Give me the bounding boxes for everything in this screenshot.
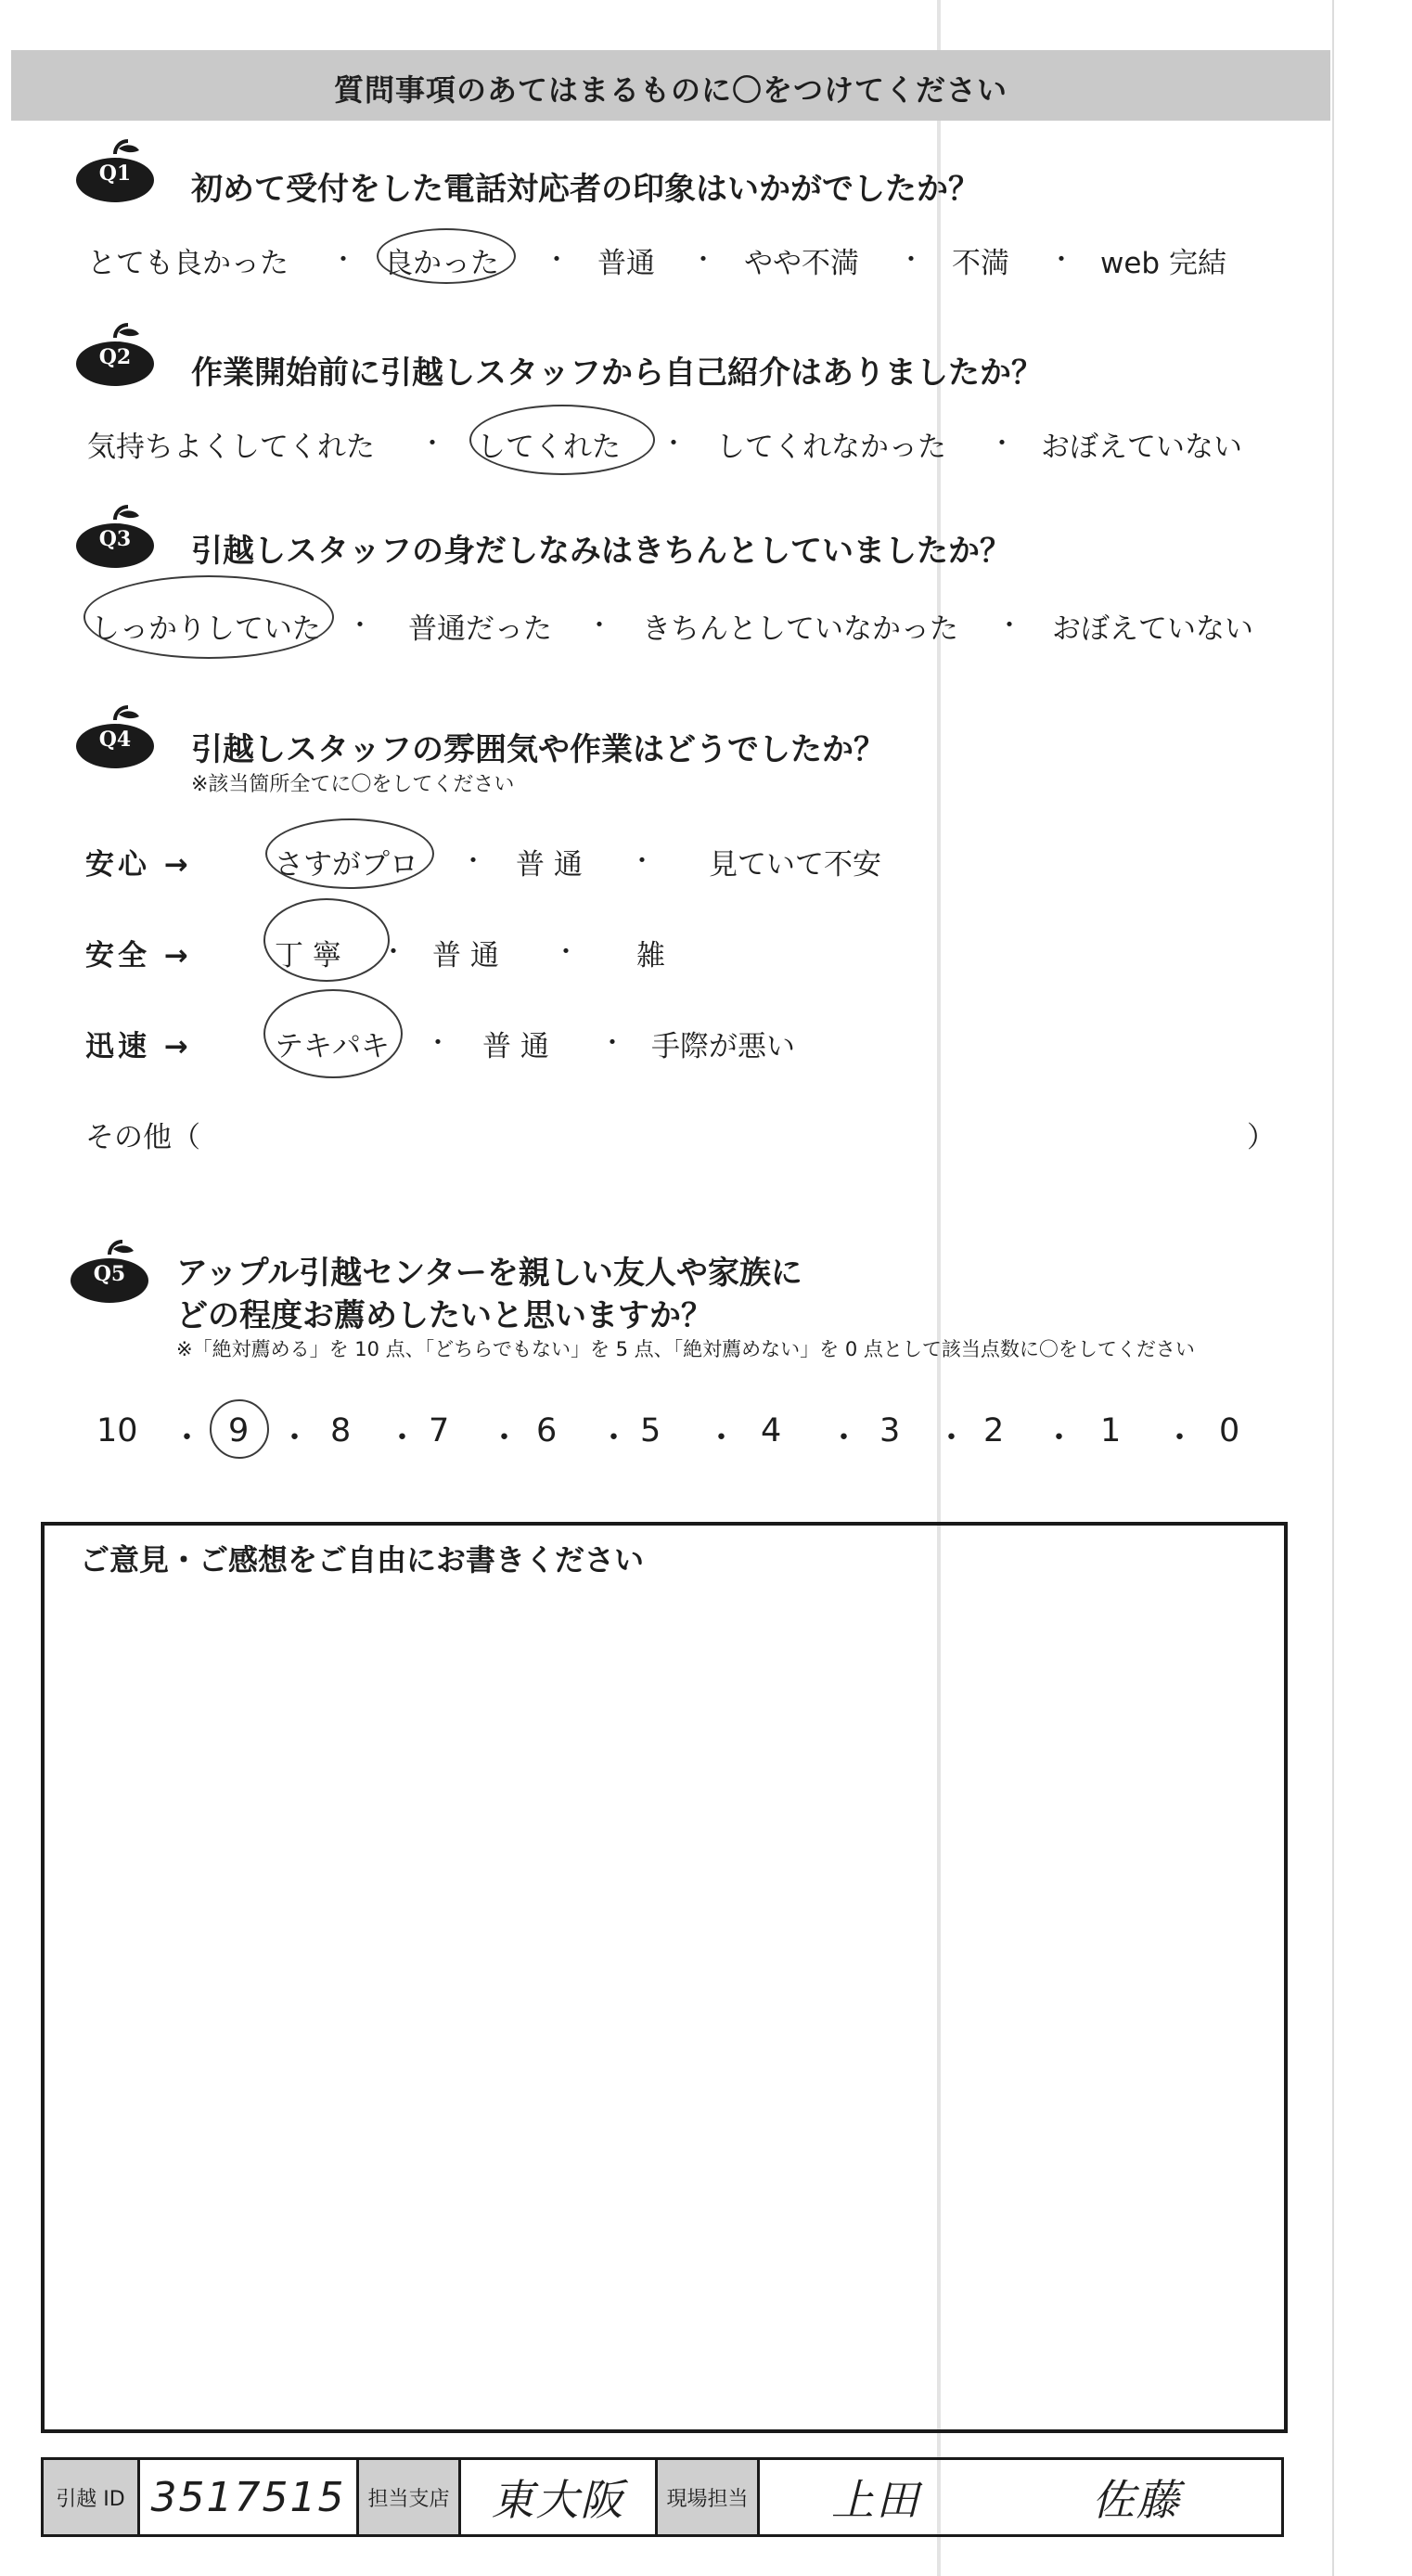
q4-separator: ・ bbox=[380, 936, 407, 967]
q1-title: 初めて受付をした電話対応者の印象はいかがでしたか？ bbox=[191, 171, 980, 208]
q2-badge-label: Q2 bbox=[98, 345, 132, 369]
q5-badge-label: Q5 bbox=[93, 1262, 126, 1286]
q3-option-1[interactable]: しっかりしていた bbox=[91, 612, 321, 646]
q4-row1-option-1[interactable]: さすがプロ bbox=[275, 848, 418, 882]
q5-score-0[interactable]: 0 bbox=[1219, 1412, 1240, 1449]
q4-row1-option-2[interactable]: 普 通 bbox=[516, 848, 583, 882]
q2-selected-circle bbox=[469, 405, 655, 475]
q2-separator: ・ bbox=[989, 428, 1016, 458]
q3-option-3[interactable]: きちんとしていなかった bbox=[642, 612, 958, 646]
q3-badge-label: Q3 bbox=[98, 527, 132, 551]
header-title: 質問事項のあてはまるものに〇をつけてください bbox=[333, 72, 1008, 108]
q5-separator: ・ bbox=[386, 1420, 419, 1457]
q3-separator: ・ bbox=[586, 610, 613, 640]
q2-title: 作業開始前に引越しスタッフから自己紹介はありましたか？ bbox=[191, 354, 1043, 392]
q4-row1-selected-circle bbox=[265, 818, 434, 889]
q4-other-label: その他（ bbox=[85, 1121, 200, 1154]
q4-separator: ・ bbox=[460, 845, 487, 876]
footer-staff-1: 上田 bbox=[831, 2475, 920, 2525]
q3-separator: ・ bbox=[347, 610, 374, 640]
q4-row1-option-3[interactable]: 見ていて不安 bbox=[709, 848, 881, 882]
q5-separator: ・ bbox=[935, 1420, 969, 1457]
q5-separator: ・ bbox=[1043, 1420, 1076, 1457]
q5-score-8[interactable]: 8 bbox=[330, 1412, 352, 1449]
q5-note: ※「絶対薦める」を 10 点、「どちらでもない」を 5 点、「絶対薦めない」を 0 点として該当点数に〇をしてください bbox=[176, 1338, 1195, 1360]
q5-selected-circle bbox=[210, 1399, 269, 1459]
q2-separator: ・ bbox=[661, 428, 687, 458]
q4-other-close: ） bbox=[1247, 1121, 1276, 1154]
q4-separator: ・ bbox=[599, 1027, 626, 1058]
footer-branch-label: 担当支店 bbox=[359, 2460, 461, 2534]
q1-option-5[interactable]: 不満 bbox=[952, 247, 1009, 280]
q5-score-9[interactable]: 9 bbox=[228, 1412, 250, 1449]
q4-row2-option-2[interactable]: 普 通 bbox=[432, 939, 499, 972]
q5-badge-icon bbox=[69, 1240, 150, 1301]
q4-separator: ・ bbox=[425, 1027, 452, 1058]
footer-staff-2: 佐藤 bbox=[1092, 2475, 1181, 2525]
q5-separator: ・ bbox=[1163, 1420, 1197, 1457]
q2-option-3[interactable]: してくれなかった bbox=[716, 431, 946, 464]
footer-id-label: 引越 ID bbox=[44, 2460, 140, 2534]
q2-separator: ・ bbox=[419, 428, 446, 458]
header-bar bbox=[11, 50, 1330, 121]
footer-id-value: 3517515 bbox=[140, 2460, 359, 2534]
q5-score-2[interactable]: 2 bbox=[983, 1412, 1005, 1449]
q5-separator: ・ bbox=[705, 1420, 738, 1457]
q1-separator: ・ bbox=[1048, 244, 1075, 275]
q4-badge-label: Q4 bbox=[98, 728, 132, 752]
q4-separator: ・ bbox=[553, 936, 580, 967]
q4-badge-icon bbox=[74, 705, 156, 766]
q1-option-4[interactable]: やや不満 bbox=[744, 247, 859, 280]
q5-score-7[interactable]: 7 bbox=[429, 1412, 450, 1449]
q4-row3-selected-circle bbox=[263, 989, 403, 1078]
footer-staff-label: 現場担当 bbox=[658, 2460, 760, 2534]
q5-score-1[interactable]: 1 bbox=[1100, 1412, 1122, 1449]
q4-row3-option-2[interactable]: 普 通 bbox=[482, 1030, 549, 1063]
q1-badge-icon bbox=[74, 139, 156, 200]
q4-row-label-anzen: 安全 → bbox=[85, 939, 192, 972]
q4-row2-option-1[interactable]: 丁 寧 bbox=[275, 939, 341, 972]
q4-row-label-anshin: 安心 → bbox=[85, 848, 192, 882]
q5-separator: ・ bbox=[488, 1420, 521, 1457]
q3-badge-icon bbox=[74, 505, 156, 566]
q5-separator: ・ bbox=[171, 1420, 204, 1457]
q3-separator: ・ bbox=[996, 610, 1023, 640]
q4-title: 引越しスタッフの雰囲気や作業はどうでしたか？ bbox=[191, 731, 885, 768]
q5-separator: ・ bbox=[828, 1420, 861, 1457]
q5-score-4[interactable]: 4 bbox=[761, 1412, 782, 1449]
q1-separator: ・ bbox=[690, 244, 717, 275]
q1-separator: ・ bbox=[544, 244, 571, 275]
q5-score-10[interactable]: 10 bbox=[96, 1412, 138, 1449]
q1-badge-label: Q1 bbox=[98, 161, 132, 186]
q2-option-4[interactable]: おぼえていない bbox=[1041, 431, 1242, 464]
q4-row-label-jinsoku: 迅速 → bbox=[85, 1030, 192, 1063]
q2-option-2[interactable]: してくれた bbox=[477, 431, 621, 464]
q5-title-line2: どの程度お薦めしたいと思いますか？ bbox=[176, 1297, 712, 1334]
q3-selected-circle bbox=[83, 575, 334, 659]
q3-option-4[interactable]: おぼえていない bbox=[1052, 612, 1253, 646]
q4-row3-option-1[interactable]: テキパキ bbox=[275, 1030, 390, 1063]
q5-separator: ・ bbox=[597, 1420, 631, 1457]
q5-separator: ・ bbox=[278, 1420, 312, 1457]
q5-title-line1: アップル引越センターを親しい友人や家族に bbox=[176, 1255, 802, 1292]
q3-option-2[interactable]: 普通だった bbox=[408, 612, 552, 646]
q4-row2-selected-circle bbox=[263, 898, 390, 982]
q4-row2-option-3[interactable]: 雑 bbox=[636, 939, 665, 972]
comments-box[interactable] bbox=[41, 1522, 1288, 2433]
q5-score-3[interactable]: 3 bbox=[879, 1412, 901, 1449]
q1-separator: ・ bbox=[330, 244, 357, 275]
q4-separator: ・ bbox=[629, 845, 656, 876]
q1-selected-circle bbox=[377, 228, 516, 284]
q1-option-1[interactable]: とても良かった bbox=[87, 247, 289, 280]
footer-branch-value: 東大阪 bbox=[461, 2460, 658, 2534]
q5-score-5[interactable]: 5 bbox=[640, 1412, 661, 1449]
q1-option-3[interactable]: 普通 bbox=[597, 247, 655, 280]
comments-title: ご意見・ご感想をご自由にお書きください bbox=[80, 1542, 645, 1578]
q4-row3-option-3[interactable]: 手際が悪い bbox=[651, 1030, 795, 1063]
footer-table bbox=[41, 2457, 1284, 2537]
q2-badge-icon bbox=[74, 323, 156, 384]
q3-title: 引越しスタッフの身だしなみはきちんとしていましたか？ bbox=[191, 533, 1011, 570]
q5-score-6[interactable]: 6 bbox=[536, 1412, 558, 1449]
q1-separator: ・ bbox=[898, 244, 925, 275]
q1-option-2[interactable]: 良かった bbox=[384, 247, 499, 280]
scan-edge-line bbox=[1332, 0, 1334, 2576]
q4-note: ※該当箇所全てに〇をしてください bbox=[191, 773, 515, 796]
q1-option-6[interactable]: web 完結 bbox=[1100, 247, 1226, 280]
q2-option-1[interactable]: 気持ちよくしてくれた bbox=[87, 431, 375, 464]
